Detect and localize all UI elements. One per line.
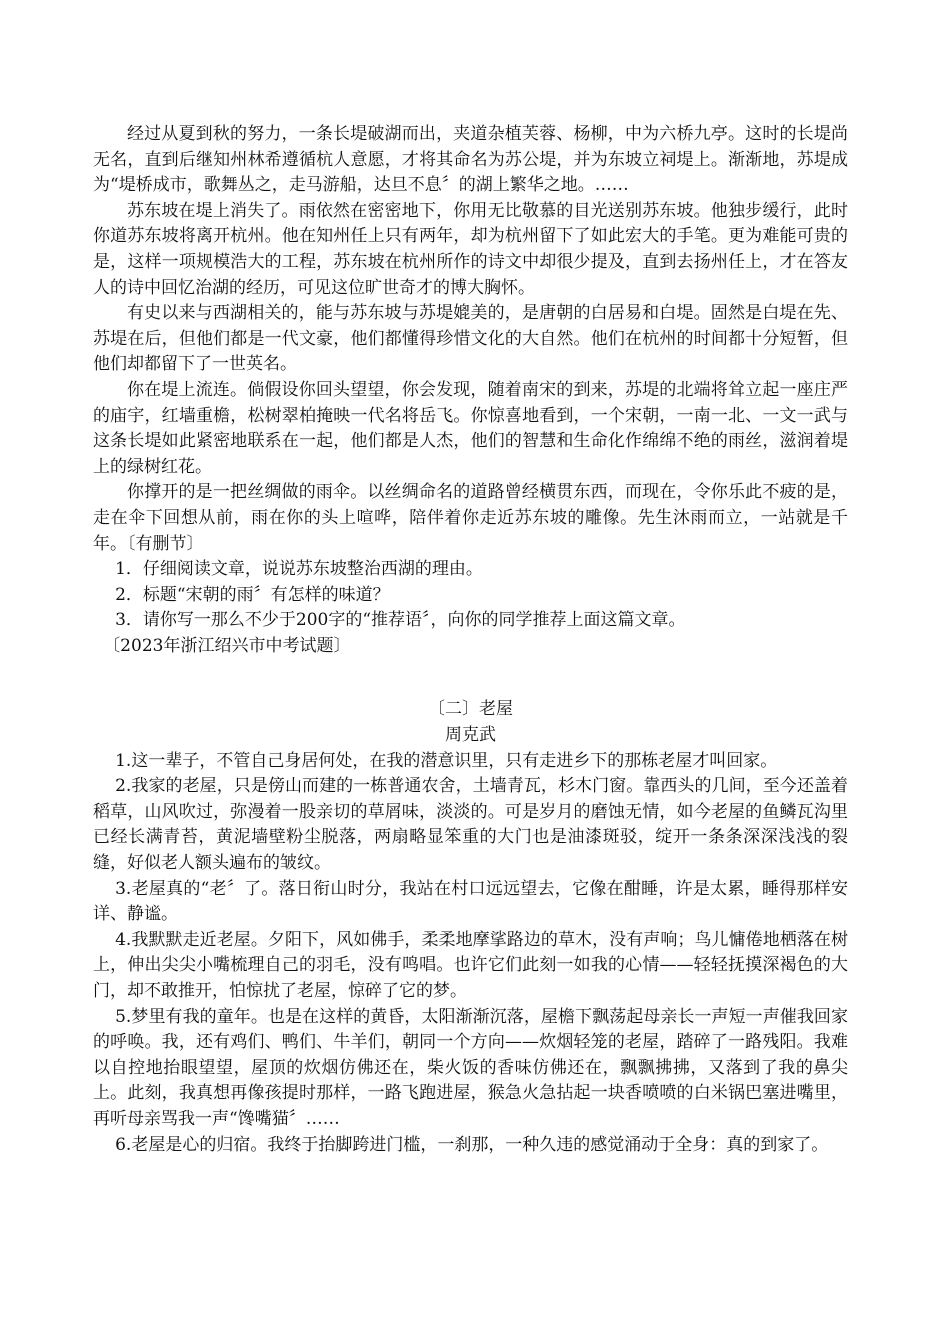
passage-two-paragraph: 6.老屋是心的归宿。我终于抬脚跨进门槛，一刹那，一种久违的感觉涌动于全身：真的到家了。 [115, 1134, 829, 1155]
question-item: 3．请你写一那么不少于200字的“推荐语〞，向你的同学推荐上面这篇文章。 [115, 610, 686, 631]
passage-two-author: 周克武 [445, 725, 496, 746]
passage-one-paragraph: 有史以来与西湖相关的，能与苏东坡与苏堤媲美的，是唐朝的白居易和白堤。固然是白堤在先、苏堤在后，但他们都是一代文豪，他们都懂得珍惜文化的大自然。他们在杭州的时间都十分短暂，但他们却都留下了一世英名。 [93, 303, 848, 375]
passage-two-paragraph: 3.老屋真的“老〞了。落日衔山时分，我站在村口远远望去，它像在酣睡，许是太累，睡得那样安详、静谧。 [93, 878, 848, 925]
document-page [93, 122, 848, 1158]
passage-two-paragraph: 4.我默默走近老屋。夕阳下，风如佛手，柔柔地摩挲路边的草木，没有声响；鸟儿慵倦地栖落在树上，伸出尖尖小嘴梳理自己的羽毛，没有鸣唱。也许它们此刻一如我的心情——轻轻抚摸深褐色的大门，却不敢推开，怕惊扰了老屋，惊碎了它的梦。 [93, 929, 848, 1001]
passage-one-paragraph: 苏东坡在堤上消失了。雨依然在密密地下，你用无比敬慕的目光送别苏东坡。他独步缓行，此时你道苏东坡将离开杭州。他在知州任上只有两年，却为杭州留下了如此宏大的手笔。更为难能可贵的是，这样一项规模浩大的工程，苏东坡在杭州所作的诗文中却很少提及，直到去扬州任上，才在答友人的诗中回忆治湖的经历，可见这位旷世奇才的博大胸怀。 [93, 200, 848, 298]
passage-two-paragraph: 5.梦里有我的童年。也是在这样的黄昏，太阳渐渐沉落，屋檐下飘荡起母亲长一声短一声催我回家的呼唤。我，还有鸡们、鸭们、牛羊们，朝同一个方向——炊烟轻笼的老屋，踏碎了一路残阳。我难以自控地抬眼望望，屋顶的炊烟仿佛还在，柴火饭的香味仿佛还在，飘飘拂拂，又落到了我的鼻尖上。此刻，我真想再像孩提时那样，一路飞跑进屋，猴急火急拈起一块香喷喷的白米锅巴塞进嘴里，再听母亲骂我一声“馋嘴猫〞…… [93, 1006, 848, 1129]
passage-one-paragraph: 经过从夏到秋的努力，一条长堤破湖而出，夹道杂植芙蓉、杨柳，中为六桥九亭。这时的长堤尚无名，直到后继知州林希遵循杭人意愿，才将其命名为苏公堤，并为东坡立祠堤上。渐渐地，苏堤成为“堤桥成市，歌舞丛之，走马游船，达旦不息〞的湖上繁华之地。…… [93, 124, 848, 196]
question-item: 2．标题“宋朝的雨〞有怎样的味道？ [115, 584, 390, 605]
passage-two-paragraph: 2.我家的老屋，只是傍山而建的一栋普通农舍，土墙青瓦，杉木门窗。靠西头的几间，至今还盖着稻草，山风吹过，弥漫着一股亲切的草屑味，淡淡的。可是岁月的磨蚀无情，如今老屋的鱼鳞瓦沟里已经长满青苔，黄泥墙壁粉尘脱落，两扇略显笨重的大门也是油漆斑驳，绽开一条条深深浅浅的裂缝，好似老人额头遍布的皱纹。 [93, 776, 848, 874]
passage-two-title: 〔二〕老屋 [428, 699, 513, 720]
question-item: 1．仔细阅读文章，说说苏东坡整治西湖的理由。 [115, 559, 483, 580]
exam-source: 〔2023年浙江绍兴市中考试题〕 [103, 635, 351, 656]
passage-one-paragraph: 你在堤上流连。倘假设你回头望望，你会发现，随着南宋的到来，苏堤的北端将耸立起一座庄严的庙宇，红墙重檐，松树翠柏掩映一代名将岳飞。你惊喜地看到，一个宋朝，一南一北、一文一武与这条长堤如此紧密地联系在一起，他们都是人杰，他们的智慧和生命化作绵绵不绝的雨丝，滋润着堤上的绿树红花。 [93, 379, 848, 477]
passage-two-paragraph: 1.这一辈子，不管自己身居何处，在我的潜意识里，只有走进乡下的那栋老屋才叫回家。 [115, 750, 778, 771]
passage-one-paragraph: 你撑开的是一把丝绸做的雨伞。以丝绸命名的道路曾经横贯东西，而现在，令你乐此不疲的是，走在伞下回想从前，雨在你的头上喧哗，陪伴着你走近苏东坡的雕像。先生沐雨而立，一站就是千年。〔有删节〕 [93, 482, 848, 554]
